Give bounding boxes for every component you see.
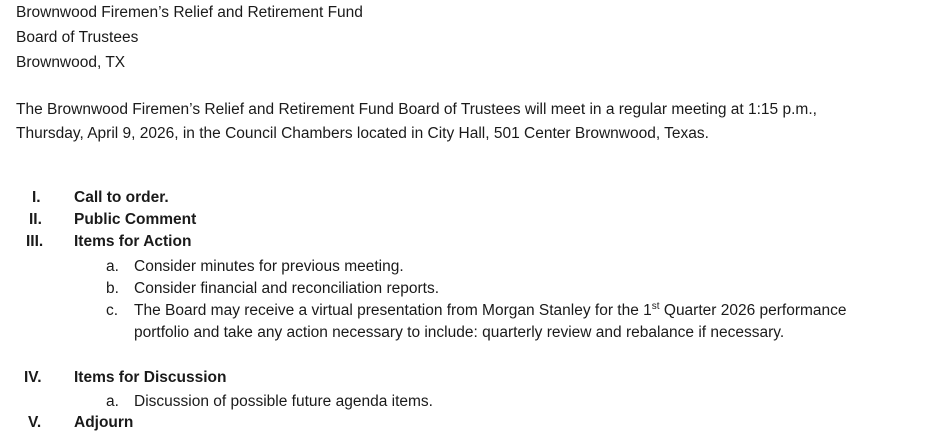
ordinal-suffix: st: [651, 301, 660, 312]
sub-item-text: Discussion of possible future agenda items.: [134, 393, 433, 410]
sub-item-text: [134, 300, 847, 322]
item-text: Public Comment: [74, 211, 197, 228]
item-text: Items for Discussion: [74, 369, 227, 386]
item-numeral: IV.: [24, 369, 42, 386]
sub-item-text: Consider financial and reconciliation reports.: [134, 280, 439, 297]
sub-item-letter: b.: [106, 280, 119, 297]
sub-item-text: portfolio and take any action necessary to include: quarterly review and rebalance if necessary.: [134, 324, 785, 341]
item-numeral: V.: [28, 414, 42, 431]
sub-item-text-part: The Board may receive a virtual presentation from Morgan Stanley for the 1: [134, 302, 652, 319]
fund-name: Brownwood Firemen’s Relief and Retirement Fund: [16, 4, 363, 21]
item-text: Items for Action: [74, 233, 192, 250]
board-name: Board of Trustees: [16, 29, 139, 46]
sub-item-letter: a.: [106, 258, 119, 275]
notice-line-2: Thursday, April 9, 2026, in the Council Chambers located in City Hall, 501 Center Brownwood, Texas.: [16, 125, 709, 142]
sub-item-text: Consider minutes for previous meeting.: [134, 258, 404, 275]
sub-item-letter: a.: [106, 393, 119, 410]
sub-item-text-part: Quarter 2026 performance: [659, 302, 847, 319]
item-text: Call to order.: [74, 189, 169, 206]
item-numeral: II.: [29, 211, 42, 228]
item-numeral: III.: [26, 233, 44, 250]
item-numeral: I.: [32, 189, 41, 206]
notice-line-1: The Brownwood Firemen’s Relief and Retirement Fund Board of Trustees will meet in a regular meeting at 1:15 p.m.,: [16, 101, 817, 118]
sub-item-letter: c.: [106, 302, 119, 319]
location: Brownwood, TX: [16, 54, 126, 71]
item-text: Adjourn: [74, 414, 134, 431]
meeting-notice: [16, 98, 941, 146]
